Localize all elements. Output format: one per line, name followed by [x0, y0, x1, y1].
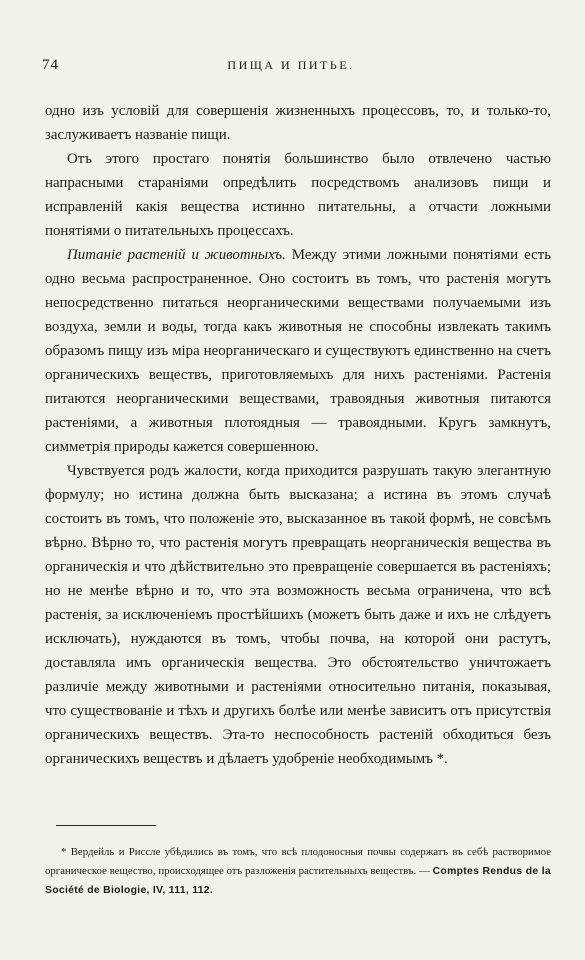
footnote-text: * Вердейль и Риссле убѣдились въ томъ, что всѣ плодоносныя почвы содержатъ въ себѣ растворимое органическое вещество, происходящее отъ разложенія растительныхъ веществъ. — [45, 846, 551, 877]
section-heading: Питаніе растеній и животныхъ. [67, 247, 286, 263]
footnote-reference: Comptes Rendus de la Société de Biologie, IV, 111, 112. [45, 866, 551, 896]
paragraph: Отъ этого простаго понятія большинство было отвлечено частью напрасными стараніями опредѣлить посредствомъ анализовъ пищи и исправленій какія вещества истинно питательны, а отчасти ложными понятіями о питательныхъ процессахъ. [45, 151, 551, 239]
paragraph-continuation: одно изъ условій для совершенія жизненныхъ процессовъ, то, и только-то, заслуживаетъ названіе пищи. [45, 103, 551, 143]
paragraph [45, 243, 551, 459]
footnote-rule [56, 825, 156, 826]
body-text [45, 99, 551, 771]
running-head: ПИЩА И ПИТЬЕ. [227, 58, 355, 72]
page-header [42, 57, 540, 79]
page-number: 74 [42, 57, 59, 73]
footnote [45, 843, 551, 900]
paragraph-text: Между этими ложными понятіями есть одно весьма распространенное. Оно состоитъ въ томъ, что растенія могутъ непосредственно питаться неорганическими веществами получаемыми изъ воздуха, земли и воды, тогда какъ животныя не способны извлекать такимъ образомъ пищу изъ міра неорганическаго и существуютъ единственно на счетъ органическихъ веществъ, приготовляемыхъ для нихъ растеніями. Растенія питаются неорганическими веществами, травоядныя животныя питаются растеніями, а животныя плотоядныя — травоядными. Кругъ замкнутъ, симметрія природы кажется совершенною. [45, 247, 552, 455]
paragraph: Чувствуется родъ жалости, когда приходится разрушать такую элегантную формулу; но истина должна быть высказана; а истина въ этомъ случаѣ состоитъ въ томъ, что положеніе это, высказанное въ такой формѣ, не совсѣмъ вѣрно. Вѣрно то, что растенія могутъ превращать неорганическія вещества въ органическія и что дѣйствительно это превращеніе совершается въ растеніяхъ; но не менѣе вѣрно и то, что эта возможность весьма ограничена, что всѣ растенія, за исключеніемъ простѣйшихъ (можетъ быть даже и ихъ не слѣдуетъ исключать), нуждаются въ томъ, чтобы почва, на которой они растутъ, доставляла имъ органическія вещества. Это обстоятельство уничтожаетъ различіе между животными и растеніями относительно питанія, показывая, что существованіе и тѣхъ и другихъ болѣе или менѣе зависитъ отъ присутствія органическихъ веществъ. Эта-то неспособность растеній обходиться безъ органическихъ веществъ и дѣлаетъ удобреніе необходимымъ *. [45, 463, 551, 767]
